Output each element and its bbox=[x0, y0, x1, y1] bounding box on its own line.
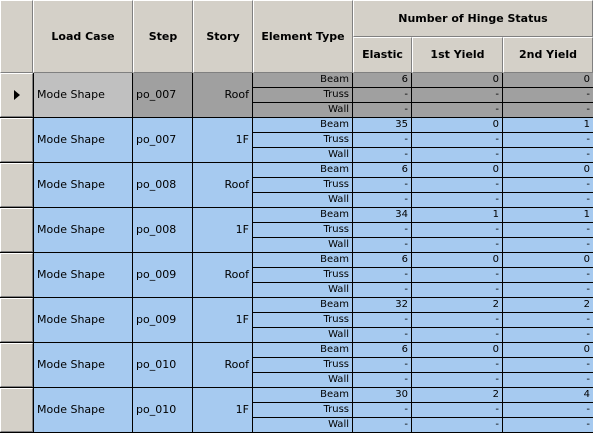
header-1st-yield[interactable]: 1st Yield bbox=[412, 37, 503, 73]
cell-element-type[interactable]: Wall bbox=[253, 148, 352, 162]
cell-load-case[interactable]: Mode Shape bbox=[34, 208, 132, 252]
cell-load-case[interactable]: Mode Shape bbox=[34, 118, 132, 162]
cell-2nd-yield[interactable]: 4 bbox=[503, 388, 593, 402]
cell-element-type[interactable]: Beam bbox=[253, 388, 352, 402]
header-story[interactable]: Story bbox=[193, 0, 253, 73]
cell-step[interactable]: po_007 bbox=[133, 73, 192, 117]
cell-story[interactable]: Roof bbox=[193, 73, 252, 117]
cell-2nd-yield[interactable]: - bbox=[503, 328, 593, 342]
cell-element-type[interactable]: Truss bbox=[253, 403, 352, 417]
cell-1st-yield[interactable]: - bbox=[412, 403, 502, 417]
cell-story[interactable]: Roof bbox=[193, 253, 252, 297]
cell-elastic[interactable]: - bbox=[353, 283, 411, 297]
cell-2nd-yield[interactable]: 1 bbox=[503, 208, 593, 222]
cell-1st-yield[interactable]: - bbox=[412, 238, 502, 252]
cell-elastic[interactable]: - bbox=[353, 103, 411, 117]
current-row-arrow-icon bbox=[14, 90, 20, 100]
cell-step[interactable]: po_010 bbox=[133, 343, 192, 387]
cell-element-type[interactable]: Beam bbox=[253, 118, 352, 132]
cell-element-type[interactable]: Truss bbox=[253, 313, 352, 327]
cell-2nd-yield[interactable]: - bbox=[503, 223, 593, 237]
cell-2nd-yield[interactable]: - bbox=[503, 313, 593, 327]
cell-story[interactable]: Roof bbox=[193, 163, 252, 207]
cell-step[interactable]: po_009 bbox=[133, 253, 192, 297]
cell-2nd-yield[interactable]: - bbox=[503, 133, 593, 147]
header-step[interactable]: Step bbox=[133, 0, 193, 73]
cell-1st-yield[interactable]: - bbox=[412, 133, 502, 147]
cell-elastic[interactable]: 32 bbox=[353, 298, 411, 312]
cell-1st-yield[interactable]: - bbox=[412, 268, 502, 282]
cell-2nd-yield[interactable]: 0 bbox=[503, 253, 593, 267]
cell-step[interactable]: po_010 bbox=[133, 388, 192, 432]
cell-elastic[interactable]: - bbox=[353, 373, 411, 387]
cell-element-type[interactable]: Wall bbox=[253, 418, 352, 432]
cell-element-type[interactable]: Truss bbox=[253, 133, 352, 147]
cell-elastic[interactable]: - bbox=[353, 133, 411, 147]
cell-elastic[interactable]: - bbox=[353, 148, 411, 162]
row-selector[interactable] bbox=[0, 298, 33, 342]
cell-elastic[interactable]: - bbox=[353, 223, 411, 237]
cell-elastic[interactable]: - bbox=[353, 238, 411, 252]
cell-1st-yield[interactable]: 0 bbox=[412, 118, 502, 132]
cell-1st-yield[interactable]: 0 bbox=[412, 73, 502, 87]
cell-element-type[interactable]: Truss bbox=[253, 88, 352, 102]
cell-elastic[interactable]: - bbox=[353, 403, 411, 417]
row-selector[interactable] bbox=[0, 388, 33, 432]
cell-element-type[interactable]: Truss bbox=[253, 268, 352, 282]
row-selector[interactable] bbox=[0, 253, 33, 297]
cell-step[interactable]: po_009 bbox=[133, 298, 192, 342]
cell-elastic[interactable]: 35 bbox=[353, 118, 411, 132]
cell-2nd-yield[interactable]: - bbox=[503, 103, 593, 117]
cell-2nd-yield[interactable]: 2 bbox=[503, 298, 593, 312]
cell-1st-yield[interactable]: - bbox=[412, 223, 502, 237]
row-selector[interactable] bbox=[0, 118, 33, 162]
cell-load-case[interactable]: Mode Shape bbox=[34, 73, 132, 117]
header-2nd-yield[interactable]: 2nd Yield bbox=[503, 37, 593, 73]
cell-elastic[interactable]: 6 bbox=[353, 343, 411, 357]
cell-element-type[interactable]: Beam bbox=[253, 253, 352, 267]
cell-elastic[interactable]: - bbox=[353, 178, 411, 192]
header-elastic[interactable]: Elastic bbox=[353, 37, 412, 73]
cell-step[interactable]: po_007 bbox=[133, 118, 192, 162]
cell-2nd-yield[interactable]: - bbox=[503, 268, 593, 282]
cell-1st-yield[interactable]: - bbox=[412, 193, 502, 207]
cell-2nd-yield[interactable]: - bbox=[503, 148, 593, 162]
cell-2nd-yield[interactable]: - bbox=[503, 418, 593, 432]
cell-2nd-yield[interactable]: - bbox=[503, 373, 593, 387]
cell-2nd-yield[interactable]: - bbox=[503, 358, 593, 372]
header-hinge-status-group[interactable]: Number of Hinge Status bbox=[353, 0, 593, 37]
header-element-type[interactable]: Element Type bbox=[253, 0, 353, 73]
cell-elastic[interactable]: - bbox=[353, 418, 411, 432]
cell-story[interactable]: Roof bbox=[193, 343, 252, 387]
cell-load-case[interactable]: Mode Shape bbox=[34, 298, 132, 342]
header-load-case[interactable]: Load Case bbox=[33, 0, 133, 73]
cell-2nd-yield[interactable]: - bbox=[503, 178, 593, 192]
cell-step[interactable]: po_008 bbox=[133, 163, 192, 207]
cell-2nd-yield[interactable]: - bbox=[503, 283, 593, 297]
cell-2nd-yield[interactable]: 0 bbox=[503, 343, 593, 357]
cell-step[interactable]: po_008 bbox=[133, 208, 192, 252]
cell-elastic[interactable]: - bbox=[353, 358, 411, 372]
cell-1st-yield[interactable]: - bbox=[412, 373, 502, 387]
cell-elastic[interactable]: 6 bbox=[353, 253, 411, 267]
cell-1st-yield[interactable]: 2 bbox=[412, 388, 502, 402]
cell-1st-yield[interactable]: - bbox=[412, 328, 502, 342]
cell-2nd-yield[interactable]: 1 bbox=[503, 118, 593, 132]
cell-element-type[interactable]: Beam bbox=[253, 163, 352, 177]
cell-element-type[interactable]: Wall bbox=[253, 238, 352, 252]
cell-elastic[interactable]: 34 bbox=[353, 208, 411, 222]
cell-1st-yield[interactable]: - bbox=[412, 283, 502, 297]
cell-element-type[interactable]: Wall bbox=[253, 373, 352, 387]
cell-story[interactable]: 1F bbox=[193, 208, 252, 252]
cell-story[interactable]: 1F bbox=[193, 388, 252, 432]
cell-elastic[interactable]: - bbox=[353, 328, 411, 342]
cell-1st-yield[interactable]: 0 bbox=[412, 343, 502, 357]
cell-2nd-yield[interactable]: - bbox=[503, 238, 593, 252]
cell-elastic[interactable]: - bbox=[353, 88, 411, 102]
cell-element-type[interactable]: Beam bbox=[253, 298, 352, 312]
cell-element-type[interactable]: Wall bbox=[253, 103, 352, 117]
cell-story[interactable]: 1F bbox=[193, 298, 252, 342]
cell-elastic[interactable]: 6 bbox=[353, 163, 411, 177]
cell-elastic[interactable]: - bbox=[353, 313, 411, 327]
cell-1st-yield[interactable]: 1 bbox=[412, 208, 502, 222]
cell-1st-yield[interactable]: - bbox=[412, 88, 502, 102]
cell-element-type[interactable]: Truss bbox=[253, 358, 352, 372]
cell-2nd-yield[interactable]: 0 bbox=[503, 163, 593, 177]
cell-elastic[interactable]: 6 bbox=[353, 73, 411, 87]
cell-element-type[interactable]: Truss bbox=[253, 223, 352, 237]
row-selector[interactable] bbox=[0, 73, 33, 117]
cell-1st-yield[interactable]: - bbox=[412, 178, 502, 192]
cell-element-type[interactable]: Wall bbox=[253, 283, 352, 297]
cell-element-type[interactable]: Beam bbox=[253, 73, 352, 87]
cell-load-case[interactable]: Mode Shape bbox=[34, 163, 132, 207]
cell-1st-yield[interactable]: 2 bbox=[412, 298, 502, 312]
cell-2nd-yield[interactable]: 0 bbox=[503, 73, 593, 87]
corner-header[interactable] bbox=[0, 0, 33, 73]
cell-element-type[interactable]: Beam bbox=[253, 208, 352, 222]
cell-2nd-yield[interactable]: - bbox=[503, 403, 593, 417]
cell-1st-yield[interactable]: 0 bbox=[412, 253, 502, 267]
cell-element-type[interactable]: Wall bbox=[253, 328, 352, 342]
cell-2nd-yield[interactable]: - bbox=[503, 88, 593, 102]
cell-story[interactable]: 1F bbox=[193, 118, 252, 162]
cell-elastic[interactable]: - bbox=[353, 193, 411, 207]
cell-elastic[interactable]: 30 bbox=[353, 388, 411, 402]
cell-1st-yield[interactable]: - bbox=[412, 418, 502, 432]
cell-element-type[interactable]: Truss bbox=[253, 178, 352, 192]
row-selector[interactable] bbox=[0, 343, 33, 387]
cell-1st-yield[interactable]: - bbox=[412, 103, 502, 117]
cell-load-case[interactable]: Mode Shape bbox=[34, 343, 132, 387]
cell-2nd-yield[interactable]: - bbox=[503, 193, 593, 207]
cell-element-type[interactable]: Wall bbox=[253, 193, 352, 207]
row-selector[interactable] bbox=[0, 163, 33, 207]
cell-load-case[interactable]: Mode Shape bbox=[34, 253, 132, 297]
cell-load-case[interactable]: Mode Shape bbox=[34, 388, 132, 432]
cell-1st-yield[interactable]: - bbox=[412, 313, 502, 327]
cell-1st-yield[interactable]: - bbox=[412, 358, 502, 372]
cell-elastic[interactable]: - bbox=[353, 268, 411, 282]
cell-1st-yield[interactable]: 0 bbox=[412, 163, 502, 177]
cell-element-type[interactable]: Beam bbox=[253, 343, 352, 357]
row-selector[interactable] bbox=[0, 208, 33, 252]
cell-1st-yield[interactable]: - bbox=[412, 148, 502, 162]
